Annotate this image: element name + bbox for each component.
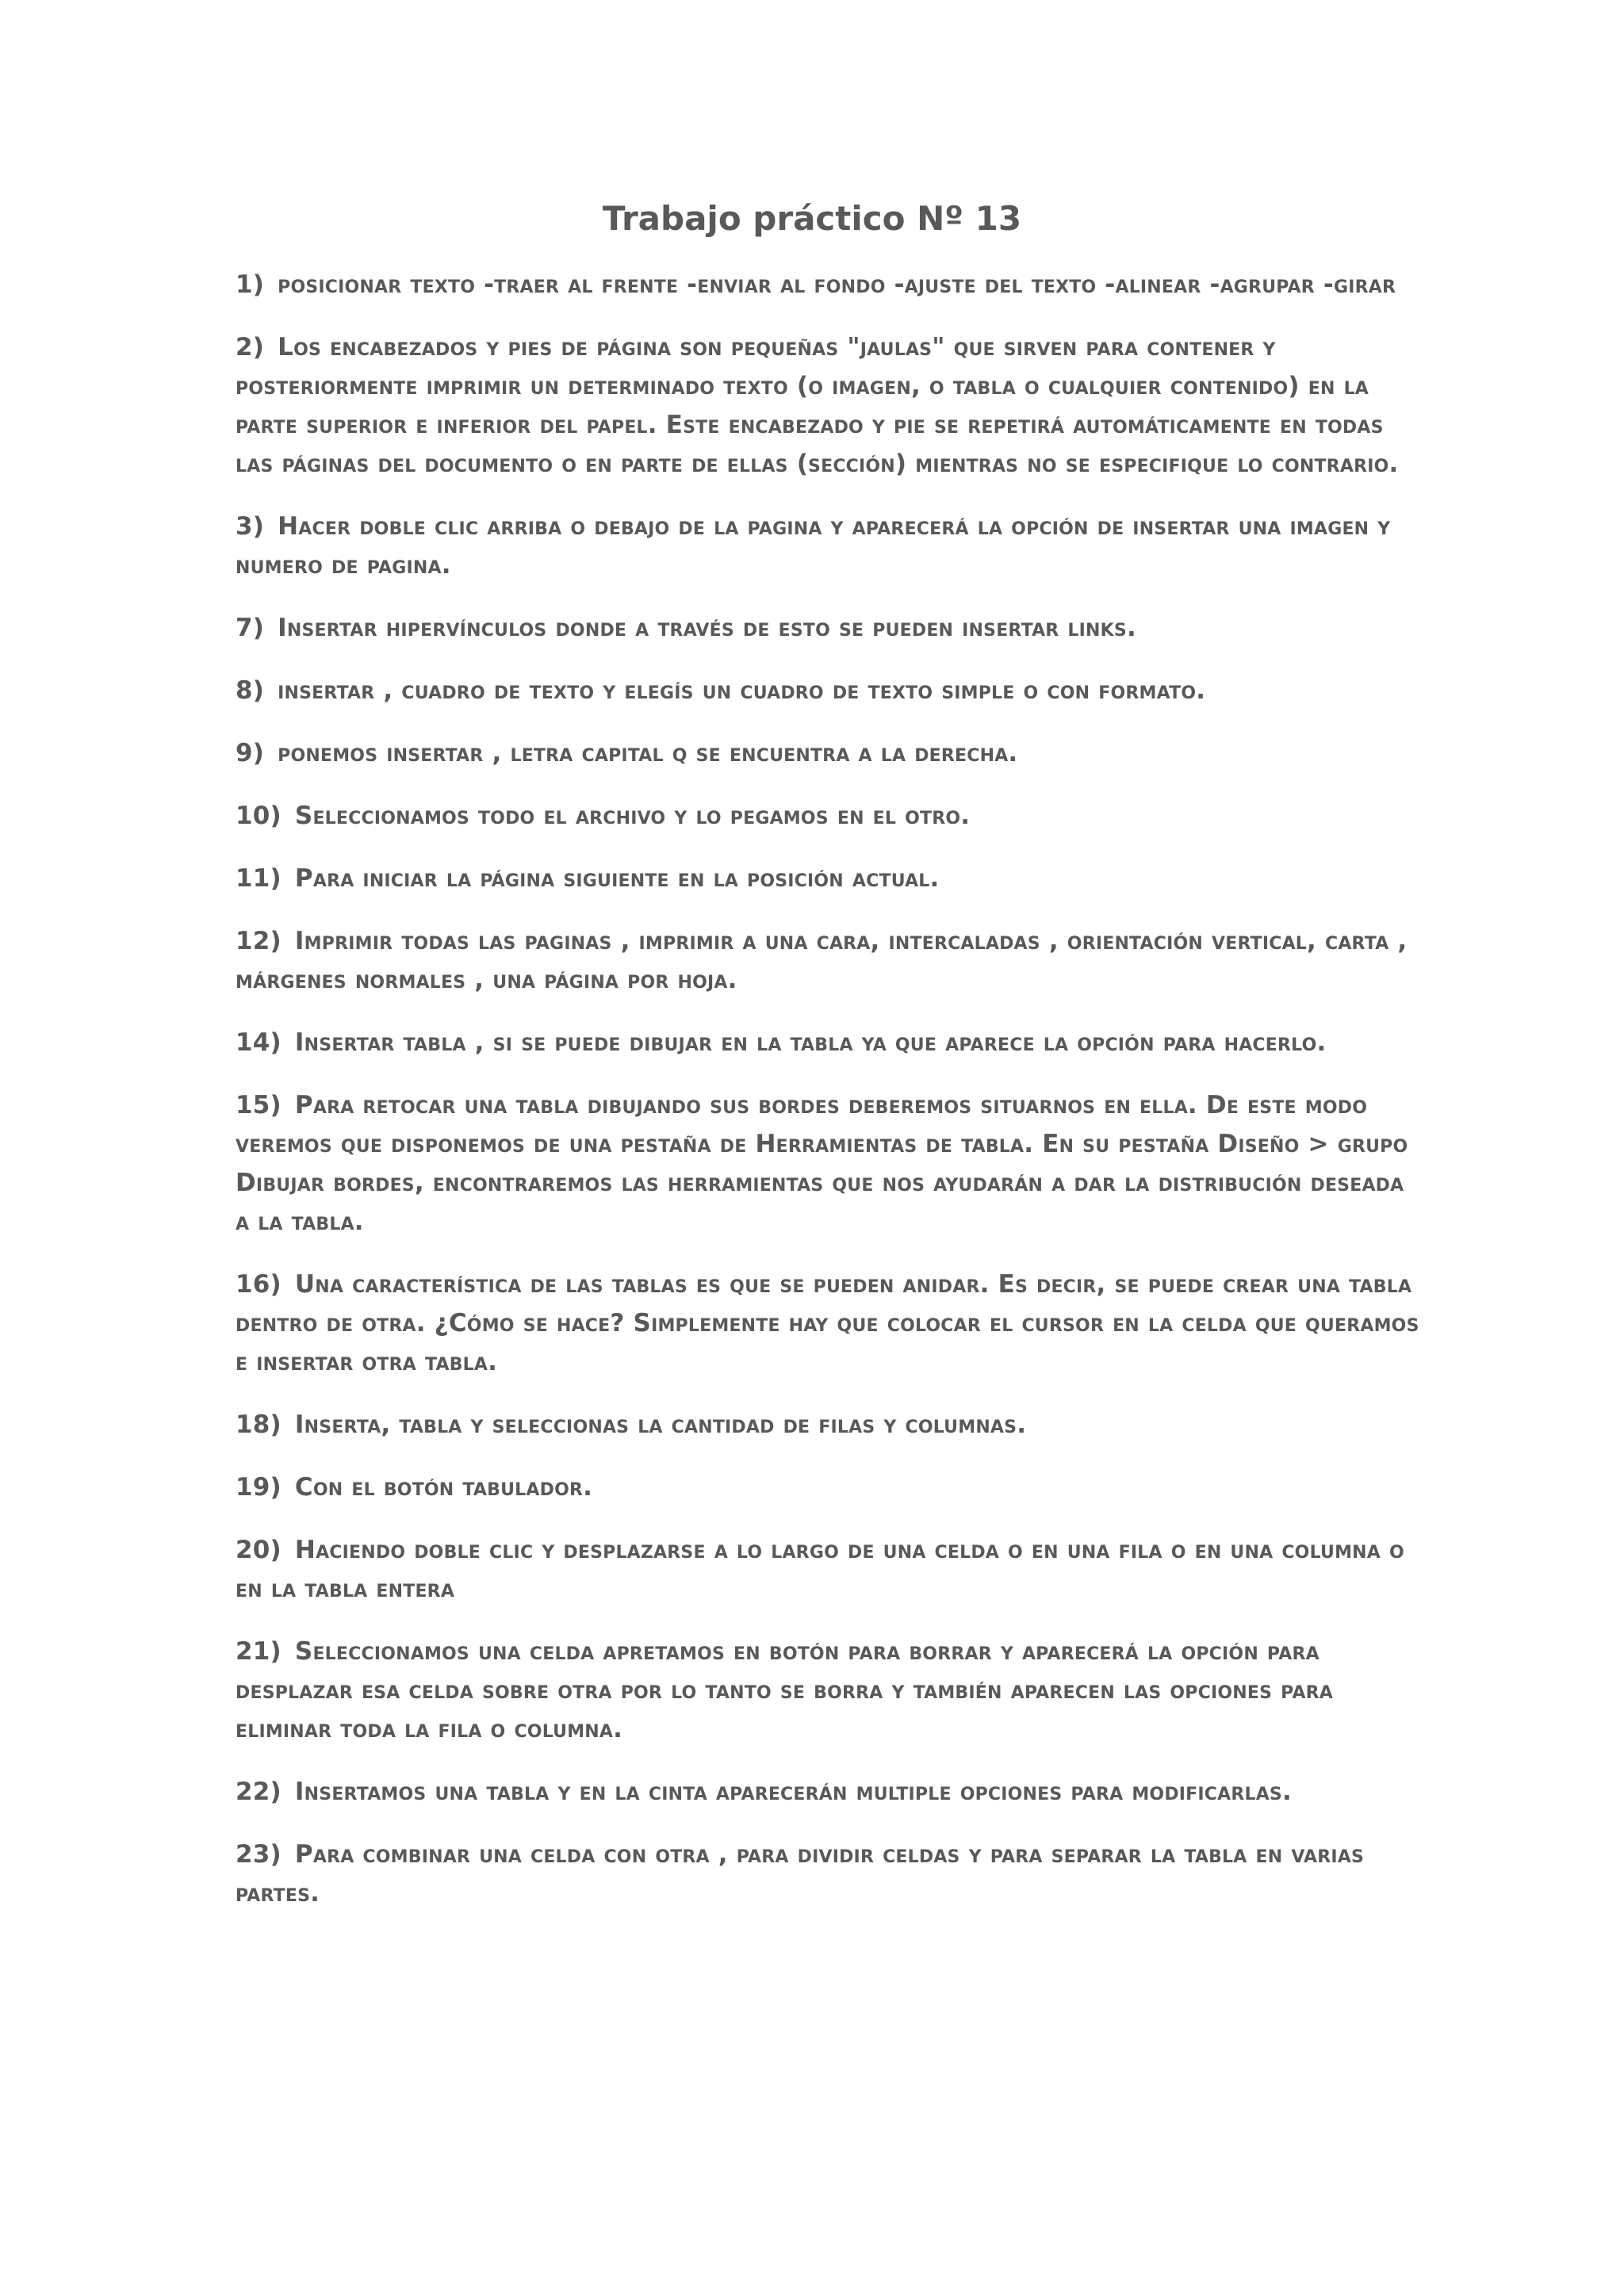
answer-number: 18): [236, 1410, 282, 1439]
answer-number: 19): [236, 1473, 282, 1502]
answer-text: Haciendo doble clic y desplazarse a lo largo de una celda o en una fila o en una columna o en la tabla entera: [236, 1536, 1404, 1603]
answer-text: Para retocar una tabla dibujando sus bordes deberemos situarnos en ella. De este modo veremos que disponemos de una pestaña de Herramientas de tabla. En su pestaña Diseño > grupo Dibujar bordes, encontraremos las herramientas que nos ayudarán a dar la distribución deseada a la tabla.: [236, 1091, 1408, 1236]
answer-number: 16): [236, 1270, 282, 1299]
answer-text: Hacer doble clic arriba o debajo de la pagina y aparecerá la opción de insertar una imagen y numero de pagina.: [236, 512, 1391, 580]
answer-number: 12): [236, 927, 282, 955]
answer-item: [236, 1773, 1425, 1812]
answer-item: [236, 797, 1425, 836]
answer-item: [236, 922, 1425, 1000]
answer-item: [236, 1835, 1425, 1913]
answer-number: 15): [236, 1091, 282, 1119]
answer-item: [236, 1265, 1425, 1382]
answer-text: Seleccionamos una celda apretamos en botón para borrar y aparecerá la opción para desplazar esa celda sobre otra por lo tanto se borra y también aparecen las opciones para eliminar toda la fila o columna.: [236, 1637, 1334, 1743]
answer-item: [236, 1086, 1425, 1242]
answer-number: 2): [236, 333, 265, 362]
answer-text: Insertamos una tabla y en la cinta aparecerán multiple opciones para modificarlas.: [294, 1777, 1292, 1806]
answer-text: posicionar texto -traer al frente -enviar al fondo -ajuste del texto -alinear -agrupar -girar: [278, 270, 1396, 299]
answer-item: [236, 672, 1425, 710]
answer-item: [236, 507, 1425, 585]
answer-number: 21): [236, 1637, 282, 1666]
answer-item: [236, 734, 1425, 773]
answer-number: 20): [236, 1536, 282, 1564]
answer-text: Imprimir todas las paginas , imprimir a una cara, intercaladas , orientación vertical, carta , márgenes normales , una página por hoja.: [236, 927, 1408, 994]
answer-number: 8): [236, 676, 265, 705]
answer-number: 22): [236, 1777, 282, 1806]
answer-text: Inserta, tabla y seleccionas la cantidad de filas y columnas.: [294, 1410, 1027, 1439]
answer-number: 3): [236, 512, 265, 541]
answer-number: 23): [236, 1840, 282, 1869]
answer-item: [236, 1406, 1425, 1445]
answer-number: 10): [236, 802, 282, 830]
answer-text: Insertar hipervínculos donde a través de esto se pueden insertar links.: [278, 614, 1136, 642]
answer-text: Para combinar una celda con otra , para dividir celdas y para separar la tabla en varias partes.: [236, 1840, 1365, 1908]
answer-item: [236, 1024, 1425, 1062]
answer-number: 9): [236, 739, 265, 767]
answer-text: Los encabezados y pies de página son pequeñas "jaulas" que sirven para contener y posteriormente imprimir un determinado texto (o imagen, o tabla o cualquier contenido) en la parte superior e inferior del papel. Este encabezado y pie se repetirá automáticamente en todas las páginas del documento o en parte de ellas (sección) mientras no se especifique lo contrario.: [236, 333, 1399, 478]
answer-text: ponemos insertar , letra capital q se encuentra a la derecha.: [278, 739, 1018, 767]
answer-text: Con el botón tabulador.: [294, 1473, 593, 1502]
answer-text: Una característica de las tablas es que se pueden anidar. Es decir, se puede crear una tabla dentro de otra. ¿Cómo se hace? Simplemente hay que colocar el cursor en la celda que queramos e insertar otra tabla.: [236, 1270, 1419, 1376]
answer-number: 7): [236, 614, 265, 642]
document-title: Trabajo práctico Nº 13: [602, 199, 1022, 238]
answer-item: [236, 266, 1425, 304]
answer-number: 14): [236, 1028, 282, 1057]
answers-list: [236, 266, 1425, 1937]
answer-text: Para iniciar la página siguiente en la posición actual.: [294, 864, 940, 893]
answer-text: insertar , cuadro de texto y elegís un cuadro de texto simple o con formato.: [278, 676, 1206, 705]
answer-number: 1): [236, 270, 265, 299]
answer-item: [236, 609, 1425, 648]
answer-item: [236, 1632, 1425, 1749]
answer-item: [236, 1531, 1425, 1609]
answer-item: [236, 328, 1425, 484]
answer-item: [236, 1468, 1425, 1507]
answer-text: Seleccionamos todo el archivo y lo pegamos en el otro.: [294, 802, 971, 830]
answer-item: [236, 859, 1425, 898]
answer-number: 11): [236, 864, 282, 893]
answer-text: Insertar tabla , si se puede dibujar en la tabla ya que aparece la opción para hacerlo.: [294, 1028, 1327, 1057]
